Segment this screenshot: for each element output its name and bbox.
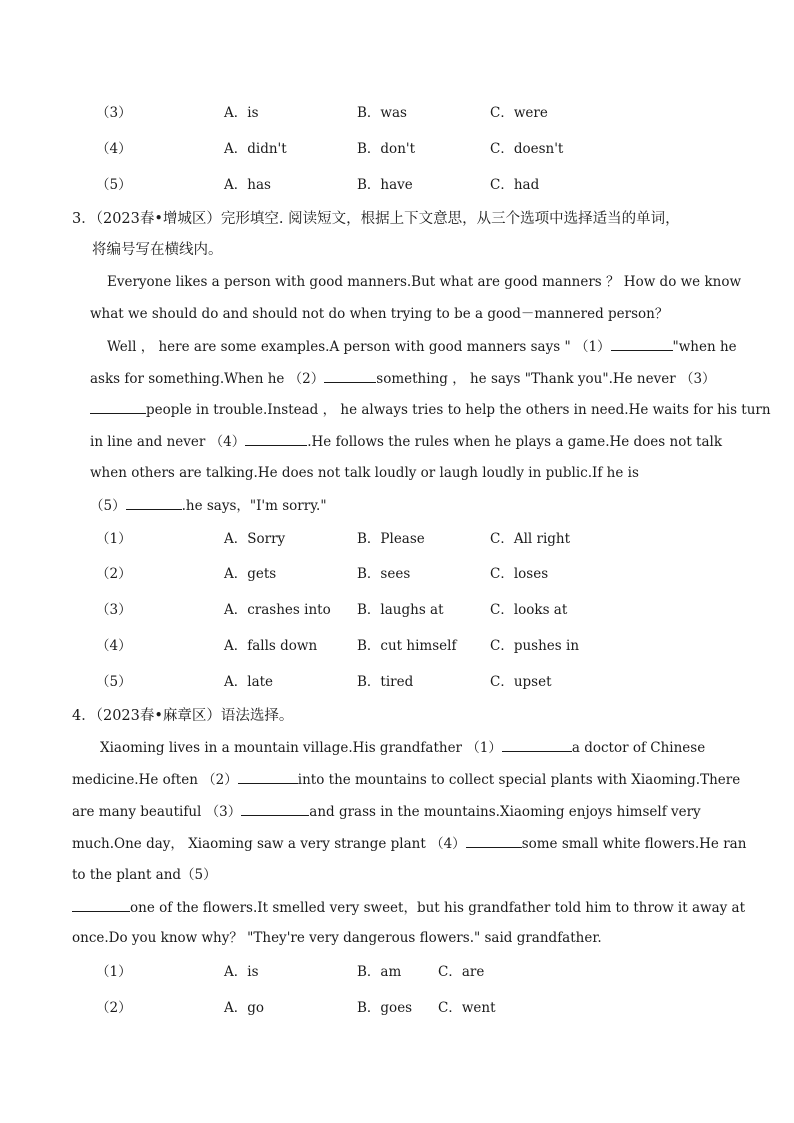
option-b: B．don't [357, 141, 416, 157]
option-number: （5） [96, 674, 132, 690]
option-a: A．is [224, 105, 259, 121]
option-c: C．upset [490, 674, 552, 690]
passage-text: people in trouble.Instead ， he always tries to help the others in need.He waits for his turn [146, 402, 771, 418]
passage-text: and grass in the mountains.Xiaoming enjoys himself very [309, 804, 701, 820]
option-number: （2） [96, 1000, 132, 1016]
option-b: B．tired [357, 674, 414, 690]
passage-text: a doctor of Chinese [571, 740, 706, 756]
passage-text: "when he [672, 339, 737, 355]
option-row [0, 672, 794, 692]
answer-blank[interactable] [611, 336, 673, 351]
passage-line: when others are talking.He does not talk loudly or laugh loudly in public.If he is [90, 465, 639, 481]
option-row [0, 175, 794, 195]
passage-line [90, 431, 722, 452]
question-3-title: 3．（2023春•增城区）完形填空. 阅读短文，根据上下文意思，从三个选项中选择适当的单词， [72, 211, 680, 227]
answer-blank[interactable] [72, 897, 130, 912]
option-b: B．cut himself [357, 638, 457, 654]
passage-text: something ， he says "Thank you".He never （3） [376, 371, 716, 387]
passage-line: what we should do and should not do when trying to be a good－mannered person？ [90, 306, 669, 322]
passage-text: are many beautiful （3） [72, 804, 242, 820]
passage-text: .He follows the rules when he plays a game.He does not talk [307, 434, 723, 450]
option-c: C．are [438, 964, 485, 980]
option-a: A．late [224, 674, 274, 690]
option-row [0, 564, 794, 584]
option-row [0, 103, 794, 123]
option-c: C．doesn't [490, 141, 564, 157]
question-3-title-cont: 将编号写在横线内。 [92, 242, 223, 258]
option-b: B．Please [357, 531, 425, 547]
option-a: A．gets [224, 566, 277, 582]
option-number: （3） [96, 602, 132, 618]
option-b: B．was [357, 105, 407, 121]
passage-text: Well ， here are some examples.A person with good manners says " （1） [107, 339, 611, 355]
passage-line [100, 737, 705, 758]
option-a: A．go [224, 1000, 265, 1016]
option-b: B．have [357, 177, 413, 193]
passage-line [72, 897, 745, 918]
option-c: C．were [490, 105, 548, 121]
option-a: A．is [224, 964, 259, 980]
passage-line: once.Do you know why？ "They're very dangerous flowers." said grandfather. [72, 930, 602, 946]
passage-text: medicine.He often （2） [72, 772, 238, 788]
option-row [0, 529, 794, 549]
option-number: （4） [96, 141, 132, 157]
option-c: C．looks at [490, 602, 568, 618]
option-number: （4） [96, 638, 132, 654]
option-row [0, 998, 794, 1018]
option-row [0, 600, 794, 620]
passage-line [72, 833, 746, 854]
answer-blank[interactable] [241, 801, 309, 816]
passage-line [72, 769, 740, 790]
passage-text: .he says，"I'm sorry." [181, 498, 327, 514]
passage-line: to the plant and（5） [72, 867, 217, 883]
option-number: （3） [96, 105, 132, 121]
answer-blank[interactable] [90, 399, 146, 414]
passage-text: Xiaoming lives in a mountain village.His grandfather （1） [100, 740, 502, 756]
option-b: B．am [357, 964, 402, 980]
answer-blank[interactable] [466, 833, 522, 848]
answer-blank[interactable] [502, 737, 572, 752]
passage-line [107, 336, 737, 357]
passage-line [90, 368, 716, 389]
option-a: A．didn't [224, 141, 287, 157]
passage-line [90, 399, 771, 420]
option-row [0, 636, 794, 656]
option-c: C．had [490, 177, 540, 193]
answer-blank[interactable] [324, 368, 376, 383]
passage-line [72, 801, 701, 822]
passage-text: one of the flowers.It smelled very sweet，but his grandfather told him to throw it away at [130, 900, 746, 916]
option-b: B．goes [357, 1000, 413, 1016]
option-a: A．has [224, 177, 271, 193]
option-row [0, 139, 794, 159]
passage-text: （5） [90, 498, 126, 514]
question-4-title: 4．（2023春•麻章区）语法选择。 [72, 708, 294, 724]
option-number: （1） [96, 964, 132, 980]
option-a: A．Sorry [224, 531, 286, 547]
answer-blank[interactable] [126, 495, 182, 510]
option-b: B．laughs at [357, 602, 444, 618]
option-number: （2） [96, 566, 132, 582]
option-number: （1） [96, 531, 132, 547]
passage-text: much.One day， Xiaoming saw a very strange plant （4） [72, 836, 466, 852]
passage-text: asks for something.When he （2） [90, 371, 325, 387]
option-a: A．falls down [224, 638, 318, 654]
passage-line [90, 495, 327, 516]
passage-text: in line and never （4） [90, 434, 246, 450]
passage-text: into the mountains to collect special plants with Xiaoming.There [297, 772, 741, 788]
passage-text: some small white flowers.He ran [521, 836, 747, 852]
option-c: C．All right [490, 531, 571, 547]
option-a: A．crashes into [224, 602, 331, 618]
answer-blank[interactable] [245, 431, 307, 446]
passage-line: Everyone likes a person with good manners.But what are good manners ？ How do we know [107, 274, 742, 290]
option-c: C．pushes in [490, 638, 580, 654]
option-c: C．went [438, 1000, 496, 1016]
option-c: C．loses [490, 566, 549, 582]
option-b: B．sees [357, 566, 411, 582]
answer-blank[interactable] [238, 769, 298, 784]
option-number: （5） [96, 177, 132, 193]
option-row [0, 962, 794, 982]
